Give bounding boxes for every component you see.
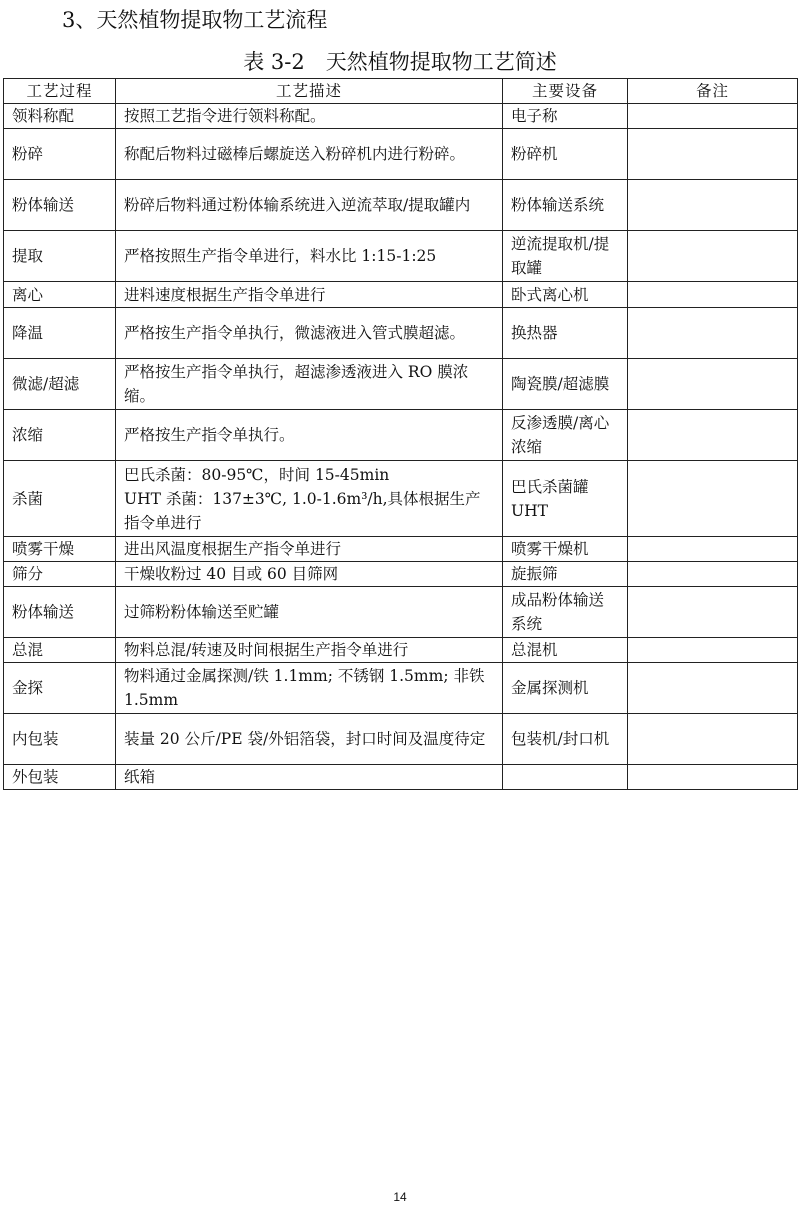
header-notes: 备注 (628, 79, 798, 104)
cell-description: 严格按生产指令单执行，微滤液进入管式膜超滤。 (116, 308, 503, 359)
cell-step: 喷雾干燥 (4, 537, 116, 562)
header-equipment: 主要设备 (503, 79, 628, 104)
process-table (3, 78, 798, 790)
table-row (4, 765, 798, 790)
cell-description: 进料速度根据生产指令单进行 (116, 282, 503, 308)
cell-note (628, 129, 798, 180)
cell-description: 严格按生产指令单执行。 (116, 410, 503, 461)
cell-equipment: 粉体输送系统 (503, 180, 628, 231)
cell-equipment: 逆流提取机/提取罐 (503, 231, 628, 282)
cell-description: 干燥收粉过 40 目或 60 目筛网 (116, 562, 503, 587)
cell-equipment: 包装机/封口机 (503, 714, 628, 765)
cell-description: 严格按照生产指令单进行，料水比 1:15-1:25 (116, 231, 503, 282)
cell-equipment: 巴氏杀菌罐 UHT (503, 461, 628, 537)
cell-step: 内包装 (4, 714, 116, 765)
table-row (4, 537, 798, 562)
cell-note (628, 562, 798, 587)
cell-note (628, 714, 798, 765)
cell-step: 杀菌 (4, 461, 116, 537)
cell-equipment: 总混机 (503, 638, 628, 663)
cell-note (628, 765, 798, 790)
cell-description: 严格按生产指令单执行，超滤渗透液进入 RO 膜浓缩。 (116, 359, 503, 410)
cell-description: 过筛粉粉体输送至贮罐 (116, 587, 503, 638)
table-header-row (4, 79, 798, 104)
table-row (4, 663, 798, 714)
cell-note (628, 308, 798, 359)
cell-equipment: 成品粉体输送系统 (503, 587, 628, 638)
cell-note (628, 359, 798, 410)
table-row (4, 714, 798, 765)
cell-step: 筛分 (4, 562, 116, 587)
table-row (4, 410, 798, 461)
cell-step: 粉碎 (4, 129, 116, 180)
header-description: 工艺描述 (116, 79, 503, 104)
cell-note (628, 638, 798, 663)
cell-step: 提取 (4, 231, 116, 282)
cell-step: 领料称配 (4, 104, 116, 129)
table-row (4, 180, 798, 231)
cell-note (628, 282, 798, 308)
cell-step: 总混 (4, 638, 116, 663)
cell-description: 粉碎后物料通过粉体输系统进入逆流萃取/提取罐内 (116, 180, 503, 231)
table-row (4, 359, 798, 410)
table-row (4, 129, 798, 180)
table-row (4, 104, 798, 129)
cell-description: 按照工艺指令进行领料称配。 (116, 104, 503, 129)
table-row (4, 638, 798, 663)
table-row (4, 231, 798, 282)
cell-equipment: 换热器 (503, 308, 628, 359)
cell-equipment: 旋振筛 (503, 562, 628, 587)
cell-equipment (503, 765, 628, 790)
cell-note (628, 231, 798, 282)
cell-note (628, 663, 798, 714)
cell-description: 物料通过金属探测/铁 1.1mm; 不锈钢 1.5mm; 非铁 1.5mm (116, 663, 503, 714)
cell-description: 纸箱 (116, 765, 503, 790)
cell-equipment: 喷雾干燥机 (503, 537, 628, 562)
cell-description: 装量 20 公斤/PE 袋/外铝箔袋，封口时间及温度待定 (116, 714, 503, 765)
section-heading: 3、天然植物提取物工艺流程 (62, 8, 328, 32)
cell-equipment: 电子称 (503, 104, 628, 129)
table-row (4, 461, 798, 537)
cell-note (628, 104, 798, 129)
cell-step: 降温 (4, 308, 116, 359)
cell-equipment: 反渗透膜/离心浓缩 (503, 410, 628, 461)
cell-description: 巴氏杀菌：80-95℃，时间 15-45min UHT 杀菌：137±3℃, 1.0-1.6m³/h,具体根据生产指令单进行 (116, 461, 503, 537)
table-row (4, 562, 798, 587)
cell-note (628, 410, 798, 461)
table-row (4, 587, 798, 638)
cell-step: 金探 (4, 663, 116, 714)
cell-step: 浓缩 (4, 410, 116, 461)
cell-description: 称配后物料过磁棒后螺旋送入粉碎机内进行粉碎。 (116, 129, 503, 180)
cell-equipment: 粉碎机 (503, 129, 628, 180)
cell-description: 进出风温度根据生产指令单进行 (116, 537, 503, 562)
cell-note (628, 461, 798, 537)
cell-note (628, 180, 798, 231)
table-caption: 表 3-2 天然植物提取物工艺简述 (243, 50, 557, 74)
table-row (4, 282, 798, 308)
cell-equipment: 陶瓷膜/超滤膜 (503, 359, 628, 410)
cell-step: 离心 (4, 282, 116, 308)
cell-step: 粉体输送 (4, 180, 116, 231)
header-process: 工艺过程 (4, 79, 116, 104)
cell-note (628, 537, 798, 562)
cell-description: 物料总混/转速及时间根据生产指令单进行 (116, 638, 503, 663)
cell-step: 外包装 (4, 765, 116, 790)
cell-equipment: 卧式离心机 (503, 282, 628, 308)
cell-step: 微滤/超滤 (4, 359, 116, 410)
cell-equipment: 金属探测机 (503, 663, 628, 714)
page-number: 14 (393, 1190, 407, 1204)
table-row (4, 308, 798, 359)
cell-note (628, 587, 798, 638)
cell-step: 粉体输送 (4, 587, 116, 638)
